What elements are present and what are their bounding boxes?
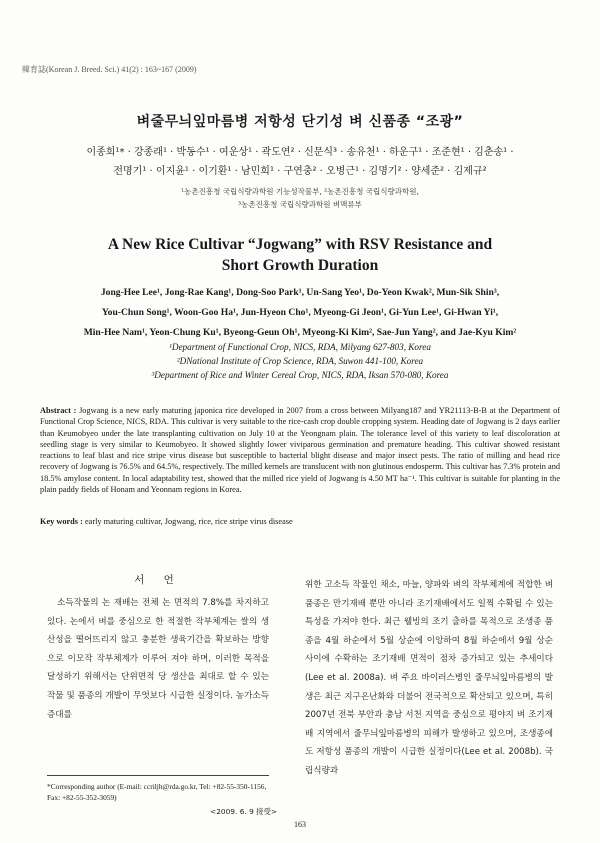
journal-header: 韓育誌(Korean J. Breed. Sci.) 41(2) : 163~167 (2009) (22, 65, 197, 74)
english-title-line-2: Short Growth Duration (221, 257, 379, 274)
english-affiliation-1: ¹Department of Functional Crop, NICS, RDA, Milyang 627-803, Korea (169, 342, 431, 352)
korean-authors-line-2: 전명기¹ · 이지윤¹ · 이기환¹ · 남민희¹ · 구연충² · 오병근¹ · 김명기² · 양세준² · 김제규² (113, 166, 487, 177)
korean-affiliation-line-2: ³농촌진흥청 국립식량과학원 벼맥류부 (238, 200, 362, 209)
keywords-text: early maturing cultivar, Jogwang, rice, rice stripe virus disease (84, 517, 293, 526)
english-authors-line-1: Jong-Hee Lee¹, Jong-Rae Kang¹, Dong-Soo Park¹, Un-Sang Yeo¹, Do-Yeon Kwak², Mun-Sik Shin³, (100, 287, 500, 298)
keywords-label: Key words : (40, 517, 83, 526)
abstract-label: Abstract : (40, 406, 77, 415)
footnote-divider (47, 775, 269, 776)
keywords (40, 517, 560, 526)
corresponding-author-footnote: *Corresponding author (E-mail: ccriljh@rda.go.kr, Tel: +82-55-350-1156, Fax: +82-55-352-3059) (47, 782, 267, 802)
korean-title: 벼줄무늬잎마름병 저항성 단기성 벼 신품종 “조광” (136, 114, 464, 130)
received-date: <2009. 6. 9 接受> (210, 807, 278, 816)
english-affiliation-3: ³Department of Rice and Winter Cereal Crop, NICS, RDA, Iksan 570-080, Korea (151, 370, 449, 380)
english-authors-line-3: Min-Hee Nam¹, Yeon-Chung Ku¹, Byeong-Geun Oh¹, Myeong-Ki Kim², Sae-Jun Yang², and Jae-Kyu Kim² (83, 327, 517, 338)
english-affiliation-2: ²DNational Institute of Crop Science, RDA, Suwon 441-100, Korea (176, 356, 424, 366)
abstract-text: Jogwang is a new early maturing japonica rice developed in 2007 from a cross between Milyang187 and YR21113-B-B at the Department of Functional Crop Science, NICS, RDA. This cultivar is very suitable to the rice-cash crop double cropping system. Heading date of Jogwang is 2 days earlier than Keumobyeo under the late transplanting cultivation on July 10 at the Yeongnam plain. The tolerance level of this variety to leaf discoloration at seedling stage is very similar to Keumobyeo. It showed slightly lower viviparous germination and premature heading. This cultivar showed resistant reactions to leaf blast and rice stripe virus disease but susceptible to bacterial blight disease and major insect pests. The ratio of milling and head rice recovery of Jogwang is 76.5% and 64.5%, respectively. The milled kernels are translucent with non glutinous endosperm. This cultivar has 7.3% protein and 18.5% amylose content. In local adaptability test, showed that the milled rice yield of Jogwang is 4.50 MT ha⁻¹. This cultivar is suitable for planting in the plain paddy fields of Honam and Yeonnam regions in Korea. (40, 406, 560, 495)
english-title-line-1: A New Rice Cultivar “Jogwang” with RSV Resistance and (107, 236, 493, 253)
english-authors-line-2: You-Chun Song¹, Woon-Goo Ha¹, Jun-Hyeon Cho¹, Myeong-Gi Jeon¹, Gi-Yun Lee¹, Gi-Hwan Yi¹, (101, 307, 499, 318)
korean-authors-line-1: 이종희¹* · 강종래¹ · 박동수¹ · 여운상¹ · 곽도연² · 신문식³ · 송유천¹ · 하운구¹ · 조준현¹ · 김춘송¹ · (86, 147, 514, 158)
abstract (40, 405, 560, 495)
section-heading: 서 언 (134, 574, 182, 586)
page-number: 163 (294, 820, 306, 829)
body-text-right-column: 위한 고소득 작물인 채소, 마늘, 양파와 벼의 작부체계에 적합한 벼 품종은 만기재배 뿐만 아니라 조기재배에서도 일찍 수확될 수 있는 특성을 가져야 한다. 최근 웰빙의 조기 출하를 목적으로 조생종 품종을 4월 하순에서 5월 상순에 이앙하여 8월 하순에서 9월 상순 사이에 수확하는 조기재배 면적이 점차 증가되고 있는 추세이다(Lee et al. 2008a). 벼 주요 바이러스병인 줄무늬잎마름병의 발생은 최근 지구온난화와 더불어 전국적으로 확산되고 있으며, 특히 2007년 전북 부안과 충남 서천 지역을 중심으로 평야지 벼 조기재배 지역에서 줄무늬잎마름병의 피해가 발생하고 있으며, 조생종에도 저항성 품종의 개발이 시급한 실정이다(Lee et al. 2008b). 국립식량과 (305, 580, 553, 776)
korean-affiliation-line-1: ¹농촌진흥청 국립식량과학원 기능성작물부, ²농촌진흥청 국립식량과학원, (181, 187, 419, 196)
body-text-left-column: 소득작물의 논 재배는 전체 논 면적의 7.8%를 차지하고 있다. 논에서 벼를 중심으로 한 적절한 작부체계는 쌀의 생산성을 떨어뜨리지 않고 충분한 생육기간을 확보하는 방향으로 이모작 작부체계가 이루어 져야 하며, 이러한 목적을 달성하기 위해서는 단위면적 당 생산을 최대로 할 수 있는 작물 및 품종의 개발이 무엇보다 시급한 실정이다. 농가소득 증대를 (47, 598, 269, 720)
